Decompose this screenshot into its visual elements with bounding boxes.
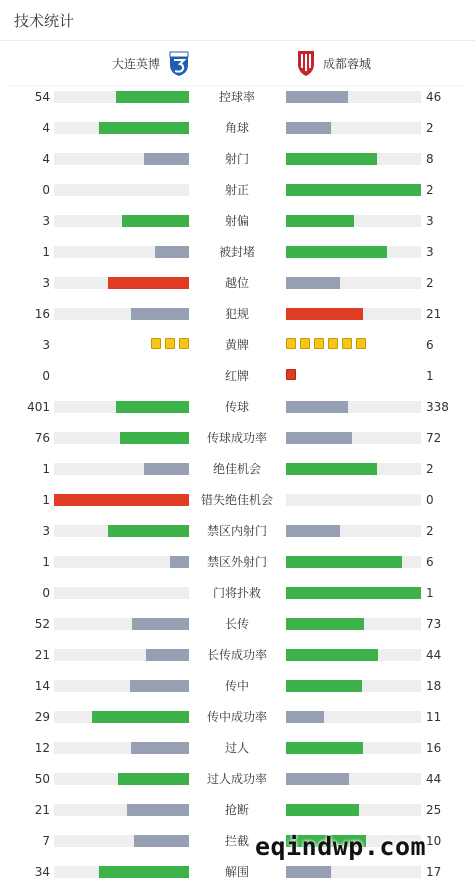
home-stat-bar — [54, 277, 189, 289]
stat-label: 解围 — [224, 865, 249, 879]
away-stat-value: 46 — [426, 90, 442, 104]
yellow-card-icon — [165, 338, 175, 349]
away-stat-value: 21 — [426, 307, 442, 321]
away-stat-bar-fill — [286, 463, 377, 475]
away-stat-bar — [286, 587, 421, 599]
away-stat-bar-fill — [286, 277, 340, 289]
home-stat-bar — [54, 153, 189, 165]
away-stat-bar — [286, 91, 421, 103]
stat-label: 绝佳机会 — [212, 462, 261, 476]
away-stat-bar-fill — [286, 742, 363, 754]
stat-label: 越位 — [224, 276, 249, 290]
away-stat-bar — [286, 463, 421, 475]
away-team[interactable] — [295, 49, 371, 77]
away-stat-value: 44 — [426, 772, 442, 786]
home-stat-value: 1 — [42, 493, 50, 507]
home-stat-bar — [54, 556, 189, 568]
home-stat-bar — [54, 401, 189, 413]
home-stat-bar — [54, 525, 189, 537]
home-stat-value: 21 — [34, 648, 50, 662]
yellow-card-icon — [300, 338, 310, 349]
home-stat-bar — [54, 308, 189, 320]
stat-row — [0, 546, 475, 577]
home-stat-value: 0 — [42, 586, 50, 600]
header-bar — [0, 0, 475, 41]
stat-row — [0, 360, 475, 391]
away-stat-bar-fill — [286, 246, 387, 258]
home-stat-value: 3 — [42, 524, 50, 538]
home-stat-bar-fill — [92, 711, 189, 723]
away-cards — [286, 338, 366, 351]
away-stat-bar — [286, 184, 421, 196]
home-stat-value: 3 — [42, 276, 50, 290]
stat-row — [0, 391, 475, 422]
home-stat-bar — [54, 773, 189, 785]
home-stat-value: 14 — [34, 679, 50, 693]
away-stat-value: 338 — [426, 400, 449, 414]
home-stat-bar-fill — [130, 680, 189, 692]
away-stat-bar-fill — [286, 711, 324, 723]
away-stat-bar-fill — [286, 401, 348, 413]
away-stat-bar-fill — [286, 91, 348, 103]
away-stat-bar-fill — [286, 525, 340, 537]
yellow-card-icon — [179, 338, 189, 349]
stat-row — [0, 453, 475, 484]
away-stat-bar — [286, 866, 421, 878]
away-stat-value: 73 — [426, 617, 442, 631]
stat-label: 传中 — [224, 679, 249, 693]
yellow-card-icon — [356, 338, 366, 349]
away-stat-value: 8 — [426, 152, 434, 166]
away-stat-bar — [286, 618, 421, 630]
home-stat-value: 401 — [27, 400, 50, 414]
home-stat-bar — [54, 618, 189, 630]
home-stat-value: 12 — [34, 741, 50, 755]
home-stat-value: 3 — [42, 214, 50, 228]
away-stat-value: 6 — [426, 338, 434, 352]
away-stat-bar-fill — [286, 122, 331, 134]
away-stat-bar — [286, 804, 421, 816]
away-stat-value: 11 — [426, 710, 442, 724]
home-stat-value: 21 — [34, 803, 50, 817]
home-stat-value: 34 — [34, 865, 50, 879]
away-stat-bar-fill — [286, 308, 363, 320]
away-stat-value: 1 — [426, 586, 434, 600]
home-stat-value: 0 — [42, 369, 50, 383]
home-stat-bar-fill — [118, 773, 190, 785]
stat-row — [0, 422, 475, 453]
stat-label: 被封堵 — [218, 245, 255, 259]
home-stat-bar — [54, 122, 189, 134]
home-stat-bar-fill — [132, 618, 189, 630]
away-stat-bar-fill — [286, 618, 364, 630]
away-stat-bar — [286, 277, 421, 289]
away-stat-bar-fill — [286, 587, 421, 599]
home-team-name: 大连英博 — [112, 56, 161, 71]
away-stat-value: 25 — [426, 803, 442, 817]
away-stat-bar — [286, 432, 421, 444]
away-stat-value: 72 — [426, 431, 442, 445]
home-stat-bar — [54, 649, 189, 661]
away-stat-bar — [286, 215, 421, 227]
yellow-card-icon — [342, 338, 352, 349]
away-stat-bar — [286, 246, 421, 258]
stat-row — [0, 608, 475, 639]
away-stat-value: 2 — [426, 276, 434, 290]
away-stat-value: 3 — [426, 214, 434, 228]
stat-row — [0, 205, 475, 236]
away-stat-value: 2 — [426, 121, 434, 135]
stat-label: 抢断 — [224, 803, 249, 817]
chengdu-crest-icon — [295, 49, 317, 77]
home-team[interactable] — [112, 49, 190, 77]
away-stat-bar — [286, 494, 421, 506]
away-stat-value: 16 — [426, 741, 442, 755]
away-stat-bar-fill — [286, 215, 354, 227]
away-stat-value: 2 — [426, 183, 434, 197]
home-stat-value: 52 — [34, 617, 50, 631]
home-stat-value: 54 — [34, 90, 50, 104]
away-stat-bar — [286, 122, 421, 134]
stat-label: 拦截 — [224, 834, 249, 848]
stat-row — [0, 143, 475, 174]
home-stat-bar — [54, 680, 189, 692]
home-stat-bar — [54, 463, 189, 475]
home-stat-bar — [54, 835, 189, 847]
stat-row — [0, 639, 475, 670]
away-stat-bar — [286, 153, 421, 165]
home-stat-bar-fill — [131, 308, 189, 320]
home-stat-bar-fill — [131, 742, 189, 754]
away-stat-value: 0 — [426, 493, 434, 507]
home-stat-bar-fill — [99, 122, 190, 134]
home-stat-bar-fill — [99, 866, 190, 878]
away-stat-value: 10 — [426, 834, 442, 848]
stat-label: 角球 — [224, 121, 249, 135]
stat-label: 射门 — [224, 152, 249, 166]
home-stat-bar — [54, 215, 189, 227]
stat-row — [0, 484, 475, 515]
stat-label: 射正 — [224, 183, 249, 197]
away-stat-value: 17 — [426, 865, 442, 879]
home-stat-bar-fill — [108, 525, 189, 537]
away-stat-bar-fill — [286, 866, 331, 878]
site-watermark: eqindwp.com — [255, 832, 427, 861]
home-stat-bar-fill — [116, 91, 189, 103]
home-stat-bar — [54, 711, 189, 723]
stat-row — [0, 794, 475, 825]
stat-label: 红牌 — [224, 369, 249, 383]
home-stat-bar-fill — [134, 835, 189, 847]
yellow-card-icon — [286, 338, 296, 349]
stat-row — [0, 81, 475, 112]
away-stat-bar-fill — [286, 649, 378, 661]
away-stat-bar — [286, 649, 421, 661]
stat-label: 门将扑救 — [212, 586, 261, 600]
home-stat-value: 0 — [42, 183, 50, 197]
away-stat-bar — [286, 525, 421, 537]
stat-label: 过人成功率 — [206, 772, 267, 786]
home-stat-bar-fill — [146, 649, 189, 661]
home-stat-value: 1 — [42, 462, 50, 476]
yellow-card-icon — [328, 338, 338, 349]
home-stat-value: 4 — [42, 152, 50, 166]
away-stat-bar-fill — [286, 804, 359, 816]
home-stat-bar-fill — [120, 432, 189, 444]
away-stat-bar — [286, 711, 421, 723]
stats-list — [0, 81, 475, 887]
away-stat-bar-fill — [286, 184, 421, 196]
home-stat-value: 1 — [42, 555, 50, 569]
home-stat-bar-fill — [155, 246, 189, 258]
home-cards — [151, 338, 189, 351]
home-stat-bar-fill — [127, 804, 189, 816]
away-stat-bar-fill — [286, 432, 352, 444]
home-stat-value: 4 — [42, 121, 50, 135]
stat-row — [0, 670, 475, 701]
away-stat-value: 1 — [426, 369, 434, 383]
home-stat-bar — [54, 246, 189, 258]
stat-row — [0, 267, 475, 298]
away-stat-bar — [286, 680, 421, 692]
stat-row — [0, 329, 475, 360]
stat-label: 禁区外射门 — [206, 555, 267, 569]
home-stat-value: 76 — [34, 431, 50, 445]
home-stat-bar — [54, 494, 189, 506]
home-stat-bar-fill — [116, 401, 189, 413]
stat-row — [0, 515, 475, 546]
yellow-card-icon — [151, 338, 161, 349]
away-stat-value: 3 — [426, 245, 434, 259]
stat-row — [0, 577, 475, 608]
home-stat-bar — [54, 804, 189, 816]
stat-label: 传中成功率 — [206, 710, 267, 724]
stat-label: 长传成功率 — [206, 648, 267, 662]
home-stat-value: 3 — [42, 338, 50, 352]
home-stat-bar — [54, 184, 189, 196]
away-stat-value: 2 — [426, 524, 434, 538]
dalian-crest-icon — [168, 49, 190, 77]
home-stat-bar — [54, 742, 189, 754]
stat-row — [0, 298, 475, 329]
stat-label: 禁区内射门 — [206, 524, 267, 538]
away-stat-bar — [286, 308, 421, 320]
stat-label: 错失绝佳机会 — [200, 493, 273, 507]
home-stat-bar-fill — [108, 277, 189, 289]
home-stat-bar — [54, 432, 189, 444]
stat-label: 过人 — [224, 741, 249, 755]
away-stat-bar-fill — [286, 773, 349, 785]
home-stat-value: 7 — [42, 834, 50, 848]
away-team-name: 成都蓉城 — [323, 56, 372, 71]
stat-label: 射偏 — [224, 214, 249, 228]
teams-header — [10, 41, 465, 86]
stat-label: 传球 — [224, 400, 249, 414]
stat-label: 长传 — [224, 617, 249, 631]
away-stat-bar — [286, 773, 421, 785]
stat-row — [0, 112, 475, 143]
away-stat-bar — [286, 742, 421, 754]
away-stat-bar — [286, 556, 421, 568]
stat-label: 传球成功率 — [206, 431, 267, 445]
home-stat-bar-fill — [144, 153, 189, 165]
yellow-card-icon — [314, 338, 324, 349]
away-stat-value: 18 — [426, 679, 442, 693]
home-stat-bar-fill — [170, 556, 189, 568]
stat-row — [0, 174, 475, 205]
home-stat-bar — [54, 587, 189, 599]
away-stat-bar-fill — [286, 153, 377, 165]
away-stat-value: 2 — [426, 462, 434, 476]
home-stat-bar — [54, 91, 189, 103]
away-stat-bar — [286, 401, 421, 413]
home-stat-bar-fill — [54, 494, 189, 506]
stat-row — [0, 732, 475, 763]
home-stat-bar-fill — [122, 215, 190, 227]
stat-label: 黄牌 — [224, 338, 249, 352]
home-stat-value: 16 — [34, 307, 50, 321]
home-stat-value: 50 — [34, 772, 50, 786]
home-stat-value: 1 — [42, 245, 50, 259]
stat-row — [0, 236, 475, 267]
stat-label: 犯规 — [224, 307, 249, 321]
stat-row — [0, 701, 475, 732]
away-stat-bar-fill — [286, 556, 402, 568]
away-stat-bar-fill — [286, 680, 362, 692]
home-stat-bar — [54, 866, 189, 878]
stat-row — [0, 763, 475, 794]
home-stat-bar-fill — [144, 463, 189, 475]
away-cards — [286, 369, 296, 382]
home-stat-value: 29 — [34, 710, 50, 724]
away-stat-value: 6 — [426, 555, 434, 569]
stat-label: 控球率 — [218, 90, 255, 104]
red-card-icon — [286, 369, 296, 380]
away-stat-value: 44 — [426, 648, 442, 662]
page-title: 技术统计 — [14, 12, 75, 30]
